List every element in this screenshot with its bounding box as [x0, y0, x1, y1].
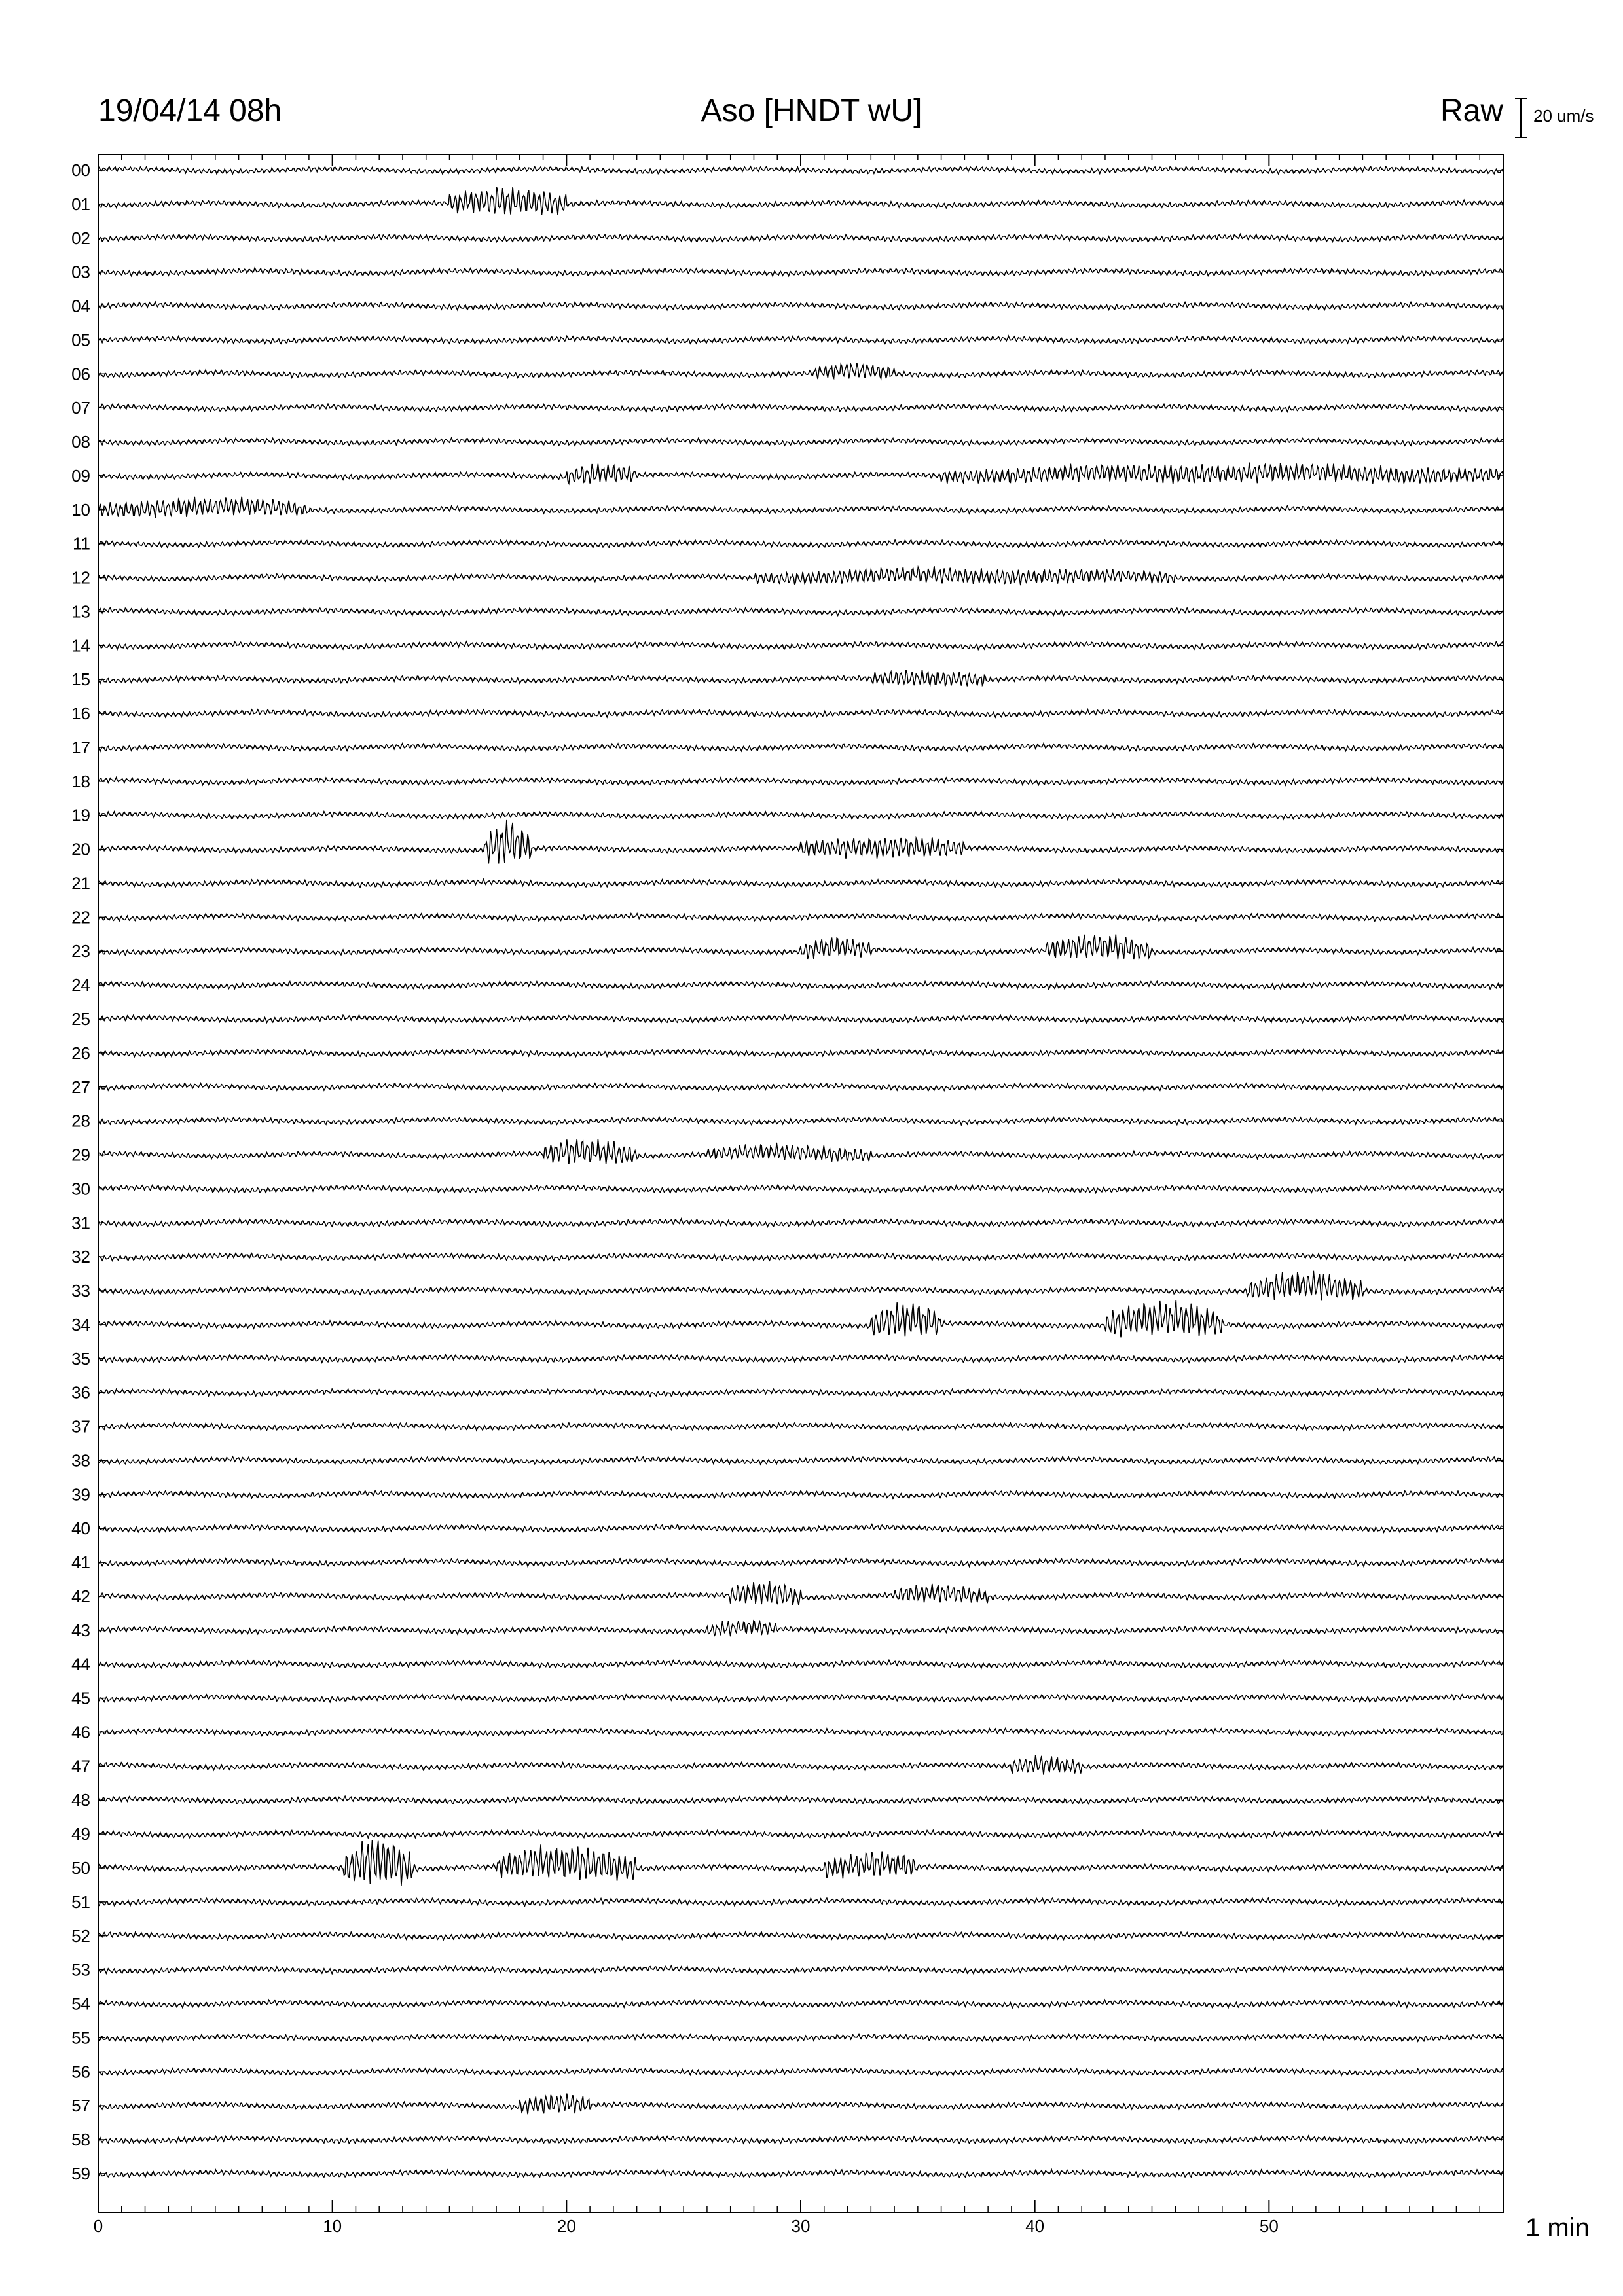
row-label: 47	[71, 1756, 90, 1776]
row-label: 59	[71, 2163, 90, 2183]
row-label: 13	[71, 601, 90, 622]
trace-row-00	[98, 166, 1503, 174]
trace-row-07	[98, 404, 1503, 412]
trace-row-56	[98, 2068, 1503, 2075]
row-label: 01	[71, 194, 90, 214]
date-hour-label: 19/04/14 08h	[98, 94, 282, 128]
trace-row-15	[98, 670, 1503, 686]
trace-row-53	[98, 1966, 1503, 1974]
x-tick-label: 0	[93, 2216, 103, 2236]
trace-row-37	[98, 1423, 1503, 1431]
row-label: 49	[71, 1824, 90, 1844]
row-label: 04	[71, 296, 90, 316]
row-label: 54	[71, 1994, 90, 2014]
row-label: 37	[71, 1416, 90, 1437]
trace-row-06	[98, 363, 1503, 379]
trace-row-59	[98, 2170, 1503, 2178]
trace-row-23	[98, 935, 1503, 960]
trace-row-01	[98, 187, 1503, 215]
row-label: 43	[71, 1620, 90, 1640]
trace-row-46	[98, 1729, 1503, 1736]
row-label: 38	[71, 1450, 90, 1471]
row-label: 36	[71, 1382, 90, 1403]
trace-row-28	[98, 1117, 1503, 1125]
trace-row-31	[98, 1219, 1503, 1227]
row-label: 48	[71, 1790, 90, 1810]
scale-label: 20 um/s	[1533, 106, 1594, 126]
trace-row-41	[98, 1558, 1503, 1566]
x-tick-label: 40	[1025, 2216, 1045, 2236]
row-label: 29	[71, 1145, 90, 1165]
row-label: 18	[71, 771, 90, 791]
trace-row-57	[98, 2094, 1503, 2115]
trace-row-36	[98, 1389, 1503, 1397]
trace-row-17	[98, 744, 1503, 751]
trace-row-58	[98, 2136, 1503, 2144]
row-label: 22	[71, 907, 90, 927]
x-tick-label: 50	[1259, 2216, 1279, 2236]
trace-row-25	[98, 1015, 1503, 1023]
trace-row-51	[98, 1898, 1503, 1906]
row-label: 02	[71, 228, 90, 248]
trace-row-21	[98, 879, 1503, 887]
trace-row-45	[98, 1695, 1503, 1702]
mode-label: Raw	[1440, 94, 1503, 128]
row-label: 26	[71, 1043, 90, 1063]
row-label: 52	[71, 1926, 90, 1946]
trace-row-40	[98, 1524, 1503, 1532]
row-label: 20	[71, 839, 90, 859]
row-label: 45	[71, 1688, 90, 1708]
trace-row-08	[98, 438, 1503, 446]
row-label: 05	[71, 330, 90, 350]
trace-row-33	[98, 1271, 1503, 1301]
row-label: 07	[71, 398, 90, 418]
trace-row-27	[98, 1083, 1503, 1091]
trace-row-43	[98, 1621, 1503, 1637]
trace-row-12	[98, 566, 1503, 585]
trace-row-16	[98, 709, 1503, 717]
row-label: 35	[71, 1348, 90, 1369]
row-label: 57	[71, 2096, 90, 2116]
trace-row-34	[98, 1300, 1503, 1338]
trace-row-19	[98, 812, 1503, 819]
row-label: 55	[71, 2028, 90, 2048]
row-label: 15	[71, 670, 90, 690]
trace-row-18	[98, 778, 1503, 785]
trace-row-05	[98, 336, 1503, 344]
row-label: 31	[71, 1213, 90, 1233]
row-label: 44	[71, 1654, 90, 1674]
trace-row-04	[98, 302, 1503, 310]
row-label: 40	[71, 1518, 90, 1539]
x-tick-label: 10	[323, 2216, 342, 2236]
row-label: 11	[73, 533, 90, 554]
trace-row-20	[98, 820, 1503, 864]
row-label: 00	[71, 160, 90, 180]
row-label: 41	[71, 1552, 90, 1573]
trace-row-14	[98, 641, 1503, 649]
row-label: 19	[71, 805, 90, 825]
row-label: 46	[71, 1722, 90, 1742]
row-label: 50	[71, 1858, 90, 1878]
trace-row-24	[98, 981, 1503, 989]
trace-row-55	[98, 2034, 1503, 2042]
row-label: 09	[71, 465, 90, 486]
x-axis-label: 1 min	[1525, 2214, 1590, 2242]
row-label: 42	[71, 1586, 90, 1606]
row-label: 17	[71, 737, 90, 757]
row-label: 12	[71, 567, 90, 588]
trace-row-49	[98, 1830, 1503, 1838]
trace-row-13	[98, 608, 1503, 616]
row-label: 30	[71, 1179, 90, 1199]
x-tick-label: 20	[556, 2216, 576, 2236]
trace-row-03	[98, 268, 1503, 276]
row-label: 06	[71, 364, 90, 384]
trace-group	[98, 166, 1503, 2178]
trace-row-29	[98, 1139, 1503, 1164]
row-label: 24	[71, 975, 90, 996]
trace-row-22	[98, 914, 1503, 922]
trace-row-48	[98, 1796, 1503, 1804]
trace-row-30	[98, 1185, 1503, 1193]
row-label: 10	[71, 499, 90, 520]
trace-row-02	[98, 234, 1503, 242]
trace-row-47	[98, 1755, 1503, 1775]
trace-row-11	[98, 540, 1503, 548]
x-axis	[94, 154, 1503, 2236]
trace-row-10	[98, 497, 1503, 518]
trace-row-35	[98, 1355, 1503, 1363]
row-label: 03	[71, 262, 90, 282]
trace-row-38	[98, 1456, 1503, 1464]
row-label: 08	[71, 432, 90, 452]
trace-row-39	[98, 1490, 1503, 1498]
row-labels	[71, 160, 1503, 2183]
trace-row-32	[98, 1253, 1503, 1261]
trace-row-44	[98, 1660, 1503, 1668]
trace-row-26	[98, 1049, 1503, 1057]
trace-row-09	[98, 463, 1503, 484]
row-label: 16	[71, 704, 90, 724]
trace-row-42	[98, 1581, 1503, 1605]
trace-row-52	[98, 1932, 1503, 1940]
row-label: 32	[71, 1247, 90, 1267]
trace-row-54	[98, 2000, 1503, 2008]
row-label: 56	[71, 2062, 90, 2082]
row-label: 33	[71, 1281, 90, 1301]
x-tick-label: 30	[791, 2216, 811, 2236]
row-label: 51	[71, 1892, 90, 1912]
plot-frame	[98, 154, 1503, 2212]
trace-row-50	[98, 1840, 1503, 1886]
row-label: 28	[71, 1111, 90, 1131]
row-label: 34	[71, 1314, 90, 1335]
row-label: 39	[71, 1484, 90, 1505]
row-label: 27	[71, 1077, 90, 1097]
plot-border	[98, 154, 1503, 2212]
row-label: 23	[71, 941, 90, 961]
row-label: 53	[71, 1960, 90, 1980]
station-title: Aso [HNDT wU]	[701, 94, 922, 128]
row-label: 25	[71, 1009, 90, 1029]
row-label: 58	[71, 2130, 90, 2150]
row-label: 21	[71, 873, 90, 893]
row-label: 14	[71, 636, 90, 656]
